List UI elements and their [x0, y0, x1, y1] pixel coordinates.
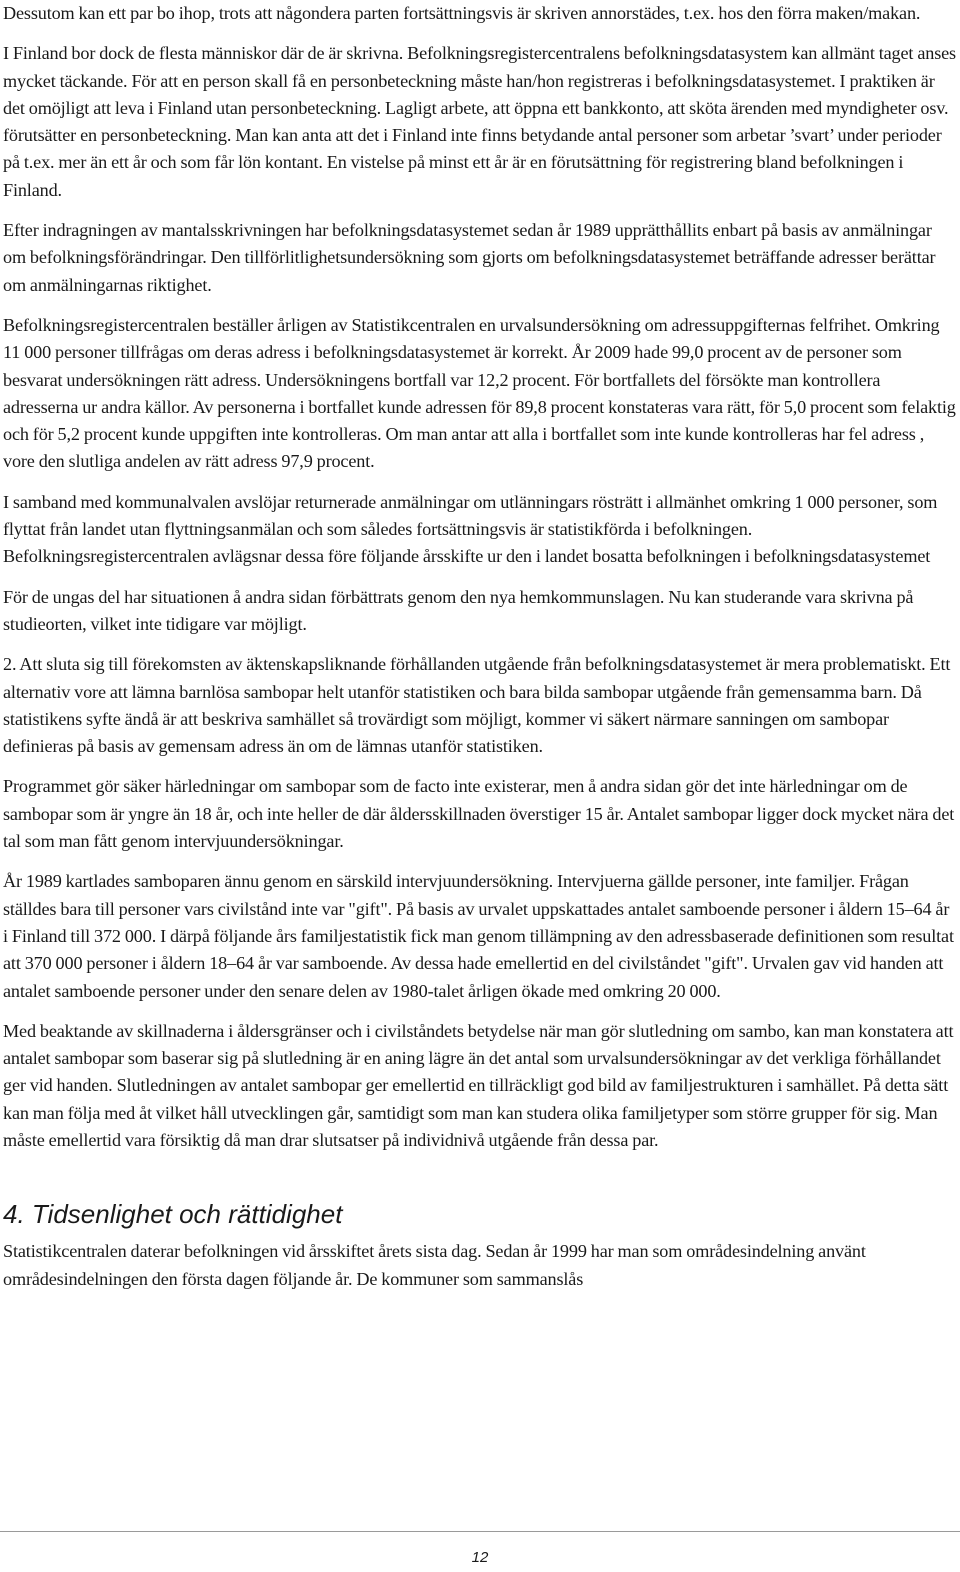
footer-divider — [0, 1531, 960, 1532]
paragraph: Efter indragningen av mantalsskrivningen har befolkningsdatasystemet sedan år 1989 upprätthållits enbart på basis av anmälningar om befolkningsförändringar. Den tillförlitlighetsundersökning som gjorts om befolkningsdatasystemet beträffande adresser berättar om anmälningarnas riktighet. — [3, 220, 936, 295]
paragraph: I samband med kommunalvalen avslöjar returnerade anmälningar om utlänningars rösträtt i allmänhet omkring 1 000 personer, som flyttat från landet utan flyttningsanmälan och som således fortsättningsvis är statistikförda i befolkningen. Befolkningsregistercentralen avlägsnar dessa före följande årsskifte ur den i landet bosatta befolkningen i befolkningsdatasystemet — [3, 491, 938, 567]
paragraph: År 1989 kartlades samboparen ännu genom en särskild intervjuundersökning. Intervjuerna gällde personer, inte familjer. Frågan ställdes bara till personer vars civilstånd inte var "gift". På basis av urvalet uppskattades antalet samboende personer i åldern 15–64 år i Finland till 372 000. I därpå följande års familjestatistik fick man genom tillämpning av den adressbaserade definitionen som resultat att 370 000 personer i åldern 18–64 år var samboende. Av dessa hade emellertid en del civilståndet "gift". Urvalen gav vid handen att antalet samboende personer under den senare delen av 1980-talet årligen ökade med omkring 20 000. — [3, 871, 954, 1001]
section-paragraph: Statistikcentralen daterar befolkningen vid årsskiftet årets sista dag. Sedan år 1999 har man som områdesindelning använt områdesindelningen den första dagen följande år. De kommuner som sammanslås — [3, 1241, 866, 1289]
section-heading: 4. Tidsenlighet och rättidighet — [3, 1199, 343, 1230]
paragraph: Med beaktande av skillnaderna i åldersgränser och i civilståndets betydelse när man gör slutledning om sambo, kan man konstatera att antalet sambopar som baserar sig på slutledning är en aning lägre än det antal som urvalsundersökningar av det verkliga förhållandet ger vid handen. Slutledningen av antalet sambopar ger emellertid en tillräckligt god bild av familjestrukturen i samhället. På detta sätt kan man följa med åt vilket håll utvecklingen går, samtidigt som man kan studera olika familjetyper som större grupper för sig. Man måste emellertid vara försiktig då man drar slutsatser på individnivå utgående från dessa par. — [3, 1020, 954, 1150]
paragraph: Programmet gör säker härledningar om sambopar som de facto inte existerar, men å andra sidan gör det inte härledningar om de sambopar som är yngre än 18 år, och inte heller de där åldersskillnaden överstiger 15 år. Antalet sambopar ligger dock mycket nära det tal som man fått genom intervjuundersökningar. — [3, 776, 955, 852]
paragraph: För de ungas del har situationen å andra sidan förbättrats genom den nya hemkommunslagen. Nu kan studerande vara skrivna på studieorten, vilket inte tidigare var möjligt. — [3, 586, 914, 634]
paragraph: Dessutom kan ett par bo ihop, trots att någondera parten fortsättningsvis är skriven annorstädes, t.ex. hos den förra maken/makan. — [3, 3, 921, 23]
paragraph: I Finland bor dock de flesta människor där de är skrivna. Befolkningsregistercentralens befolkningsdatasystem kan allmänt taget anses mycket täckande. För att en person skall få en personbeteckning måste han/hon registreras i befolkningsdatasystemet. I praktiken är det omöjligt att leva i Finland utan personbeteckning. Lagligt arbete, att öppna ett bankkonto, att sköta ärenden med myndigheter osv. förutsätter en personbeteckning. Man kan anta att det i Finland inte finns betydande antal personer som arbetar ’svart’ under perioder på t.ex. mer än ett år och som får lön kontant. En vistelse på minst ett år är en förutsättning för registrering bland befolkningen i Finland. — [3, 43, 956, 200]
paragraph: 2. Att sluta sig till förekomsten av äktenskapsliknande förhållanden utgående från befolkningsdatasystemet är mera problematiskt. Ett alternativ vore att lämna barnlösa sambopar helt utanför statistiken och bara bilda sambopar utgående från gemensamma barn. Då statistikens syfte ändå är att beskriva samhället så trovärdigt som möjligt, kommer vi säkert närmare sanningen om sambopar definieras på basis av gemensam adress än om de lämnas utanför statistiken. — [3, 654, 951, 757]
document-body — [3, 0, 958, 1306]
paragraph: Befolkningsregistercentralen beställer årligen av Statistikcentralen en urvalsundersökning om adressuppgifternas felfrihet. Omkring 11 000 personer tillfrågas om deras adress i befolkningsdatasystemet är korrekt. År 2009 hade 99,0 procent av de personer som besvarat undersökningen rätt adress. Undersökningens bortfall var 12,2 procent. För bortfallets del försökte man kontrollera adresserna ur andra källor. Av personerna i bortfallet kunde adressen för 89,8 procent konstateras vara rätt, för 5,0 procent som felaktig och för 5,2 procent kunde uppgiften inte kontrolleras. Om man antar att alla i bortfallet som inte kunde kontrolleras har fel adress , vore den slutliga andelen av rätt adress 97,9 procent. — [3, 314, 956, 472]
page-number: 12 — [471, 1549, 489, 1566]
